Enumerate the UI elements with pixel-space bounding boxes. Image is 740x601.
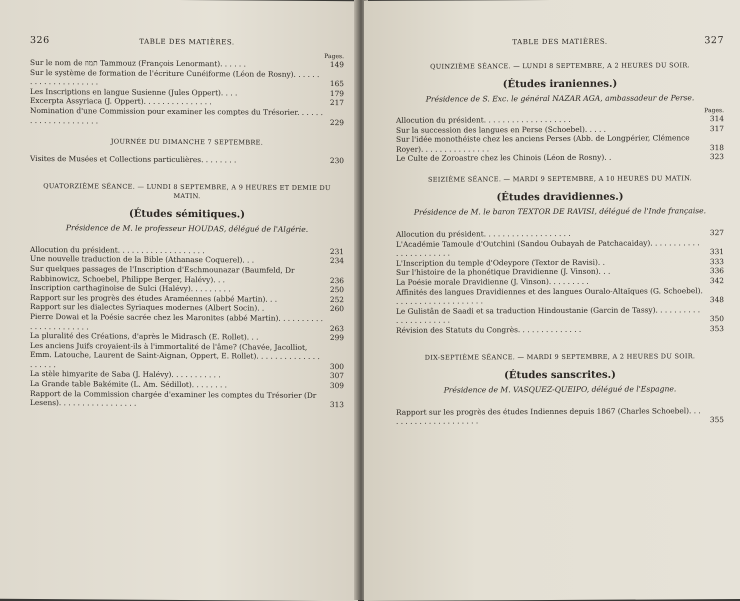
- section-title: (Études sanscrites.): [504, 369, 616, 381]
- presidence-line: Présidence de M. le professeur HOUDAS, délégué de l'Algérie.: [65, 222, 309, 234]
- entry-text: L'Académie Tamoule d'Outchini (Sandou Oubayah de Patchacaiday). . . . . . . . . . . . . . . . . . . . . . .: [396, 237, 700, 258]
- entry-page: 342: [709, 276, 724, 286]
- entry-text: Sur l'histoire de la phonétique Dravidienne (J. Vinson). . .: [396, 267, 611, 278]
- entry-page: 229: [329, 117, 344, 127]
- section-title: (Études dravidiennes.): [496, 191, 624, 204]
- entry-page: 353: [709, 324, 724, 334]
- entry-page: 355: [709, 415, 724, 425]
- entry-text: L'Inscription du temple d'Odeypore (Textor de Ravisi). .: [396, 257, 605, 268]
- entry-text: Allocution du président. . . . . . . . . . . . . . . . . . .: [396, 114, 571, 125]
- entry-page: 217: [329, 98, 344, 108]
- left-page: [0, 0, 358, 601]
- page-number: 327: [704, 35, 724, 47]
- entry-page: 236: [329, 275, 344, 285]
- entry-page: 231: [329, 246, 344, 256]
- entry-text: Révision des Statuts du Congrès. . . . . . . . . . . . . .: [396, 324, 582, 335]
- toc-entry: [30, 106, 344, 127]
- entry-page: 333: [709, 256, 724, 266]
- entry-text: Inscription carthaginoise de Sulci (Halévy). . . . . . . . .: [30, 283, 231, 294]
- section-title: (Études iraniennes.): [502, 78, 618, 91]
- entry-page: 234: [329, 256, 344, 266]
- entry-text: Rapport de la Commission chargée d'examiner les comptes du Trésorier (Dr Lesens). . . . . . . . . . . . . . . . .: [30, 388, 317, 408]
- entry-text: Sur la succession des langues en Perse (Schoebel). . . . .: [396, 124, 607, 135]
- entry-page: 300: [329, 361, 344, 372]
- entry-text: Allocution du président. . . . . . . . . . . . . . . . . . .: [30, 244, 205, 255]
- entry-text: Les anciens Juifs croyaient-ils à l'immortalité de l'âme? (Chavée, Jacolliot, Emm. Latouche, Laurent de Saint-Aignan, Oppert, E. Rollet). . . . . . . . . . . . . . . . . . . .: [30, 340, 320, 370]
- seance-heading: QUATORZIÈME SÉANCE. — LUNDI 8 SEPTEMBRE, A 9 HEURES ET DEMIE DU MATIN.: [43, 181, 331, 200]
- entry-page: 309: [329, 381, 344, 391]
- entry-page: 260: [329, 304, 344, 314]
- toc-entry: [30, 264, 344, 285]
- toc-entry: [30, 68, 344, 89]
- entry-page: 230: [329, 156, 344, 166]
- presidence-line: Présidence de M. VASQUEZ-QUEIPO, délégué de l'Espagne.: [443, 383, 677, 395]
- toc-list: [396, 406, 724, 427]
- entry-text: Rapport sur les dialectes Syriaques modernes (Albert Socin). .: [30, 302, 265, 313]
- entry-text: La Poésie morale Dravidienne (J. Vinson). . . . . . . . .: [396, 276, 589, 287]
- toc-entry: [396, 133, 724, 154]
- entry-page: 317: [709, 123, 724, 133]
- entry-text: Rapport sur les progrès des études Araméennes (abbé Martin). . .: [30, 292, 278, 304]
- section-title: (Études sémitiques.): [129, 208, 245, 221]
- entry-page: 165: [329, 79, 344, 89]
- entry-text: Le Culte de Zoroastre chez les Chinois (Léon de Rosny). .: [396, 153, 612, 164]
- right-page: [364, 0, 740, 601]
- toc-entry: [30, 341, 344, 372]
- seance-heading: DIX-SEPTIÈME SÉANCE. — MARDI 9 SEPTEMBRE, A 2 HEURES DU SOIR.: [424, 351, 696, 362]
- toc-list: [396, 114, 724, 164]
- pages-label: Pages.: [324, 53, 344, 61]
- entry-text: La pluralité des Créations, d'après le Midrasch (E. Rollet). . .: [30, 331, 259, 342]
- entry-page: 263: [329, 323, 344, 333]
- entry-page: 336: [709, 266, 724, 276]
- entry-page: 314: [709, 114, 724, 124]
- entry-text: Excerpta Assyriaca (J. Oppert). . . . . . . . . . . . . . .: [30, 96, 212, 107]
- entry-text: Affinités des langues Dravidiennes et des langues Ouralo-Altaïques (G. Schoebel). . . . . . . . . . . . . . . . . . . .: [396, 285, 703, 306]
- entry-page: 313: [329, 400, 344, 410]
- presidence-line: Présidence de M. le baron TEXTOR DE RAVISI, délégué de l'Inde française.: [413, 206, 707, 217]
- presidence-line: Présidence de S. Exc. le général NAZAR AGA, ambassadeur de Perse.: [425, 93, 695, 104]
- pages-label: Pages.: [704, 107, 724, 115]
- entry-page: 252: [329, 294, 344, 304]
- entry-page: 149: [329, 60, 344, 70]
- entry-text: Allocution du président. . . . . . . . . . . . . . . . . . .: [396, 228, 571, 239]
- entry-text: Sur le système de formation de l'écriture Cunéiforme (Léon de Rosny). . . . . . . . . . . . . . . . . . . . .: [30, 67, 320, 87]
- entry-page: 327: [709, 228, 724, 238]
- toc-entry: [396, 152, 724, 163]
- entry-page: 348: [709, 295, 724, 305]
- toc-entry: [30, 389, 344, 410]
- entry-page: 307: [329, 371, 344, 381]
- entry-text: Sur quelques passages de l'Inscription d'Eschmounazar (Baumfeld, Dr Rabbinowicz, Schoebel, Philippe Berger, Halévy). . .: [30, 263, 295, 284]
- toc-list-top: [30, 58, 344, 127]
- entry-page: 299: [329, 333, 344, 343]
- page-number: 326: [30, 34, 50, 47]
- entry-page: 318: [709, 142, 724, 152]
- entry-text: Rapport sur les progrès des études Indiennes depuis 1867 (Charles Schoebel). . . . . . . . . . . . . . . . . . . . .: [396, 405, 701, 426]
- toc-entry: [396, 286, 724, 307]
- toc-entry: [396, 406, 724, 427]
- entry-page: 323: [709, 152, 724, 162]
- running-head: [396, 37, 724, 51]
- entry-text: La stèle himyarite de Saba (J. Halévy). . . . . . . . . . .: [30, 369, 221, 380]
- entry-text: Une nouvelle traduction de la Bible (Athanase Coquerel). . .: [30, 254, 255, 265]
- toc-entry: [396, 238, 724, 259]
- entry-text: Nomination d'une Commission pour examiner les comptes du Trésorier. . . . . . . . . . . . . . . . . . . . .: [30, 105, 323, 125]
- seance-heading: SEIZIÈME SÉANCE. — MARDI 9 SEPTEMBRE, A 10 HEURES DU MATIN.: [427, 174, 693, 184]
- toc-entry: [30, 312, 344, 333]
- entry-text: Visites de Musées et Collections particulières. . . . . . . .: [30, 154, 237, 165]
- running-head: [30, 34, 344, 51]
- entry-page: 250: [329, 285, 344, 295]
- toc-entry: [30, 154, 344, 166]
- entry-text: Sur l'idée monothéiste chez les anciens Perses (Abb. de Longpérier, Clémence Royer). . . . . . . . . . . . . . .: [396, 133, 690, 154]
- toc-list: [30, 245, 344, 410]
- entry-text: Le Gulistân de Saadi et sa traduction Hindoustanie (Garcin de Tassy). . . . . . . . . . . . . . . . . . . . . .: [396, 304, 701, 326]
- seance-heading: QUINZIÈME SÉANCE. — LUNDI 8 SEPTEMBRE, A 2 HEURES DU SOIR.: [430, 61, 690, 71]
- entry-page: 179: [329, 88, 344, 98]
- entry-page: 350: [709, 314, 724, 324]
- running-head-title: TABLE DES MATIÈRES.: [512, 37, 608, 47]
- entry-text: Sur le nom de תמוז Tammouz (François Lenormant). . . . . .: [30, 57, 246, 69]
- toc-list: [396, 228, 724, 335]
- entry-text: La Grande table Bakémite (L. Am. Sédillot). . . . . . . .: [30, 379, 228, 390]
- toc-entry: [396, 305, 724, 326]
- entry-text: Pierre Dowai et la Poésie sacrée chez les Maronites (abbé Martin). . . . . . . . . . . . . . . . . . . . . . .: [30, 311, 324, 331]
- entry-page: 331: [709, 247, 724, 257]
- entry-text: Les Inscriptions en langue Susienne (Jules Oppert). . . .: [30, 86, 238, 98]
- journee-heading: JOURNÉE DU DIMANCHE 7 SEPTEMBRE.: [110, 137, 264, 147]
- running-head-title: TABLE DES MATIÈRES.: [139, 37, 235, 47]
- toc-entry: [396, 324, 724, 335]
